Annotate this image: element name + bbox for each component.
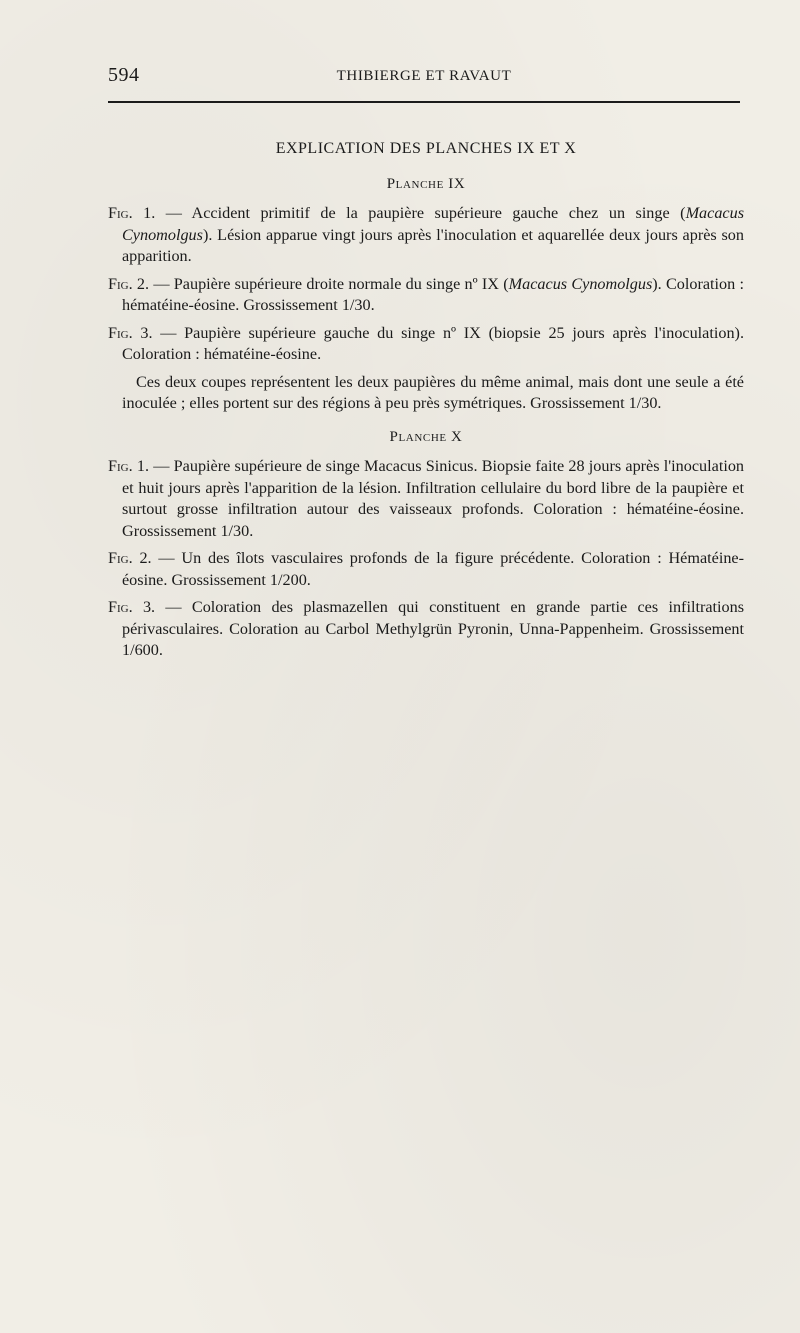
fig-label: Fig. 1. [108,204,156,222]
fig-dash: — [155,598,192,616]
fig-dash: — [151,549,182,567]
page-body [108,138,744,668]
fig-dash: — [152,323,185,342]
page-header [108,64,740,88]
header-rule [108,101,740,103]
fig-text-continued: ). Lésion apparue vingt jours après l'inoculation et aquarellée deux jours après son apparition. [122,225,744,265]
fig-dash: — [149,274,174,293]
fig-label: Fig. 2. [108,549,152,567]
fig-text: Un des îlots vasculaires profonds de la figure précédente. Coloration : Hématéine-éosine. Grossissement 1/200. [122,549,744,589]
fig-label: Fig. 3. [108,598,156,616]
page-number: 594 [108,64,140,86]
fig-label: Fig. 1. [108,457,150,475]
fig-label: Fig. 3. [108,323,153,342]
plate-x-fig-1 [108,456,744,542]
section-title: EXPLICATION DES PLANCHES IX ET X [275,140,577,157]
plate-ix-fig-2 [108,274,744,317]
fig-label: Fig. 2. [108,274,150,293]
plate-heading-x: Planche X [389,428,463,445]
plate-x-fig-3 [108,597,744,662]
fig-text: Paupière supérieure gauche du singe nº IX (biopsie 25 jours après l'inoculation). Coloration : hématéine-éosine. [122,323,744,363]
fig-text: Paupière supérieure de singe Macacus Sinicus. Biopsie faite 28 jours après l'inoculation et huit jours après l'apparition de la lésion. Infiltration cellulaire du bord libre de la paupière et surtout grosse infiltration autour des vaisseaux profonds. Coloration : hématéine-éosine. Grossissement 1/30. [122,457,745,540]
plate-ix-fig-1 [108,203,744,268]
plate-x-fig-2 [108,548,744,591]
fig-text: Paupière supérieure droite normale du singe nº IX ( [173,274,509,293]
species-name: Macacus Cynomolgus [508,274,653,293]
running-title: THIBIERGE ET RAVAUT [336,68,512,84]
fig-text-continued: ). Coloration : hématéine-éosine. Grossissement 1/30. [122,274,744,314]
plate-heading-ix: Planche IX [386,175,466,192]
fig-dash: — [155,204,192,222]
species-name: Macacus Cynomolgus [122,204,744,244]
plate-ix-fig-3 [108,323,744,366]
fig-dash: — [149,457,174,475]
fig-text: Coloration des plasmazellen qui constituent en grande partie ces infiltrations périvasculaires. Coloration au Carbol Methylgrün Pyronin, Unna-Pappenheim. Grossissement 1/600. [122,598,745,659]
fig-text: Accident primitif de la paupière supérieure gauche chez un singe ( [191,204,686,222]
plate-ix-note: Ces deux coupes représentent les deux paupières du même animal, mais dont une seule a été inoculée ; elles portent sur des régions à peu près symétriques. Grossissement 1/30. [122,372,744,412]
